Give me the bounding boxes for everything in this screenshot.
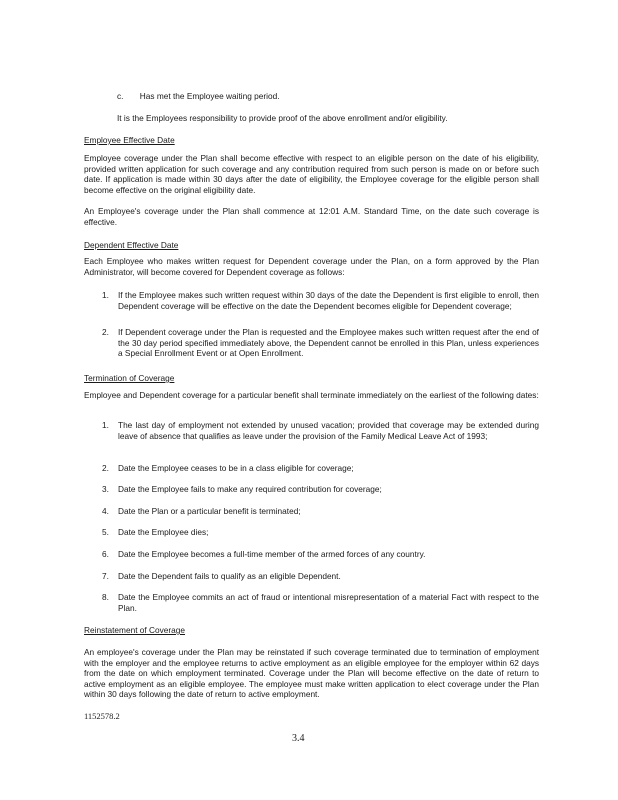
reinstatement-p1: An employee's coverage under the Plan may be reinstated if such coverage terminated due to termination of employment with the employer and the employee returns to active employment as an eligible employee for the employer within 62 days from the date on which employment terminated. Coverage under the Plan will become effective on the date of return to active employment as an eligible employee. The employee must make written application to elect coverage under the Plan within 30 days following the date of return to active employment.: [84, 647, 539, 700]
termination-item-2: [102, 463, 539, 474]
termination-item-text: The last day of employment not extended by unused vacation; provided that coverage may be extended during leave of absence that qualifies as leave under the provision of the Family Medical Leave Act of 1993;: [118, 420, 539, 441]
termination-item-number: 6.: [102, 549, 109, 559]
termination-item-text: Date the Employee commits an act of fraud or intentional misrepresentation of a material Fact with respect to the Plan.: [118, 592, 539, 613]
heading-dependent-effective: Dependent Effective Date: [84, 240, 179, 250]
termination-item-number: 7.: [102, 571, 109, 581]
termination-item-text: Date the Employee ceases to be in a class eligible for coverage;: [118, 463, 354, 473]
dependent-effective-intro: [84, 256, 539, 277]
employee-effective-paragraph-2: [84, 206, 539, 227]
termination-item-number: 8.: [102, 592, 109, 602]
termination-item-number: 5.: [102, 527, 109, 537]
termination-intro-text: Employee and Dependent coverage for a particular benefit shall terminate immediately on the earliest of the following dates:: [84, 390, 539, 400]
employee-effective-paragraph-1: [84, 153, 539, 195]
dependent-item-number: 2.: [102, 327, 109, 337]
dependent-item-2: [102, 327, 539, 359]
reinstatement-paragraph: [84, 647, 539, 700]
heading-termination: Termination of Coverage: [84, 373, 175, 383]
termination-item-1: [102, 420, 539, 441]
termination-item-text: Date the Employee becomes a full-time member of the armed forces of any country.: [118, 549, 426, 559]
item-c: [117, 91, 280, 102]
termination-item-number: 4.: [102, 506, 109, 516]
employee-effective-p2: An Employee's coverage under the Plan shall commence at 12:01 A.M. Standard Time, on the date such coverage is effective.: [84, 206, 539, 227]
termination-item-7: [102, 571, 539, 582]
termination-item-number: 3.: [102, 484, 109, 494]
item-c-text: Has met the Employee waiting period.: [139, 91, 280, 101]
heading-employee-effective: Employee Effective Date: [84, 135, 175, 145]
termination-item-text: Date the Employee fails to make any required contribution for coverage;: [118, 484, 382, 494]
termination-item-8: [102, 592, 539, 613]
termination-item-4: [102, 506, 539, 517]
termination-intro: [84, 390, 539, 401]
dependent-item-number: 1.: [102, 290, 109, 300]
responsibility-text: It is the Employees responsibility to provide proof of the above enrollment and/or eligibility.: [117, 113, 448, 123]
heading-reinstatement: Reinstatement of Coverage: [84, 625, 186, 635]
dependent-item-1: [102, 290, 539, 311]
employee-effective-p1: Employee coverage under the Plan shall become effective with respect to an eligible person on the date of his eligibility, provided written application for such coverage and any contribution required from such person is made on or before such date. If application is made within 30 days after the date of eligibility, the Employee coverage for the eligible person shall become effective on the original eligibility date.: [84, 153, 539, 195]
termination-item-5: [102, 527, 539, 538]
item-c-label: c.: [117, 91, 124, 101]
dependent-intro-text: Each Employee who makes written request for Dependent coverage under the Plan, on a form approved by the Plan Administrator, will become covered for Dependent coverage as follows:: [84, 256, 539, 277]
termination-item-text: Date the Dependent fails to qualify as an eligible Dependent.: [118, 571, 341, 581]
dependent-item-text: If the Employee makes such written request within 30 days of the date the Dependent is first eligible to enroll, then Dependent coverage will be effective on the date the Dependent becomes eligible for Dependent coverage;: [118, 290, 539, 311]
termination-item-text: Date the Plan or a particular benefit is terminated;: [118, 506, 301, 516]
termination-item-number: 2.: [102, 463, 109, 473]
termination-item-3: [102, 484, 539, 495]
document-number: 1152578.2: [84, 711, 120, 721]
termination-item-text: Date the Employee dies;: [118, 527, 209, 537]
page-number: 3.4: [292, 733, 305, 744]
termination-item-number: 1.: [102, 420, 109, 430]
termination-item-6: [102, 549, 539, 560]
dependent-item-text: If Dependent coverage under the Plan is requested and the Employee makes such written request after the end of the 30 day period specified immediately above, the Dependent cannot be enrolled in this Plan, unless experiences a Special Enrollment Event or at Open Enrollment.: [118, 327, 539, 359]
